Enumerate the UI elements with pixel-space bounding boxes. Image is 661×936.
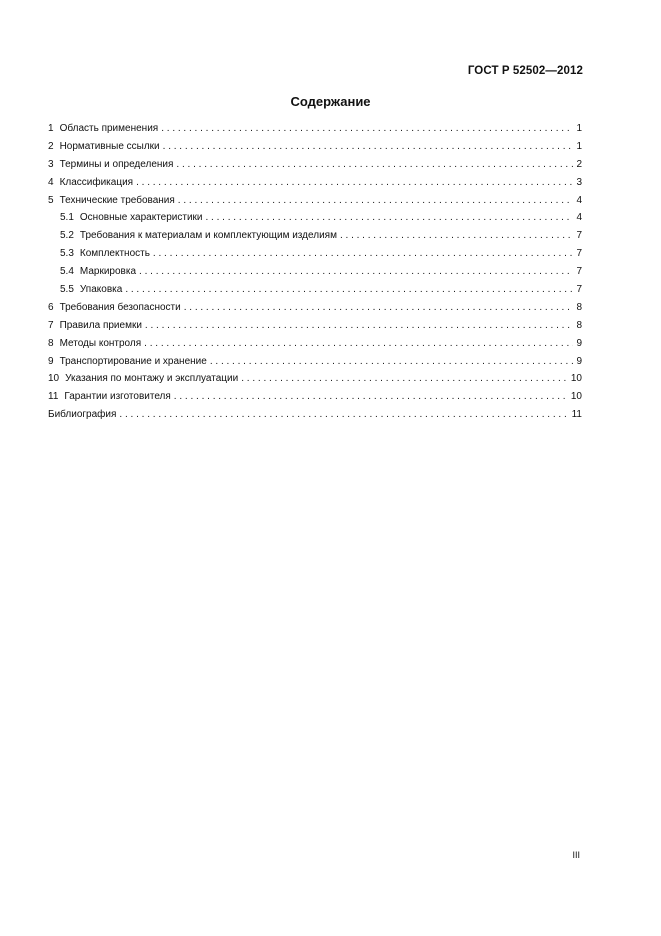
- toc-entry[interactable]: [48, 174, 582, 192]
- toc-entry[interactable]: [48, 388, 582, 406]
- toc-entry-number: 4: [48, 176, 54, 188]
- toc-leader-dots: [340, 227, 573, 245]
- toc-entry-title: Требования безопасности: [59, 301, 181, 313]
- toc-entry-number: 5.5: [60, 284, 74, 296]
- toc-entry-page: 3: [576, 176, 582, 188]
- toc-entry[interactable]: [48, 263, 582, 281]
- toc-entry[interactable]: [48, 299, 582, 317]
- toc-entry[interactable]: [48, 192, 582, 210]
- toc-entry-page: 1: [576, 140, 582, 152]
- toc-entry-title: Библиография: [48, 409, 117, 421]
- document-code: ГОСТ Р 52502—2012: [467, 65, 583, 77]
- toc-entry-number: 5.2: [60, 230, 74, 242]
- toc-entry[interactable]: [48, 156, 582, 174]
- toc-leader-dots: [136, 174, 573, 192]
- toc-entry[interactable]: [48, 138, 582, 156]
- toc-leader-dots: [119, 406, 568, 424]
- page-number: III: [572, 850, 580, 860]
- toc-entry-title: Указания по монтажу и эксплуатации: [65, 373, 239, 385]
- toc-leader-dots: [145, 317, 574, 335]
- toc-entry[interactable]: [48, 353, 582, 371]
- toc-entry-number: 8: [48, 337, 54, 349]
- toc-entry-page: 10: [570, 391, 582, 403]
- toc-leader-dots: [184, 299, 574, 317]
- toc-entry-number: 5.3: [60, 248, 74, 260]
- toc-entry-page: 4: [576, 194, 582, 206]
- toc-entry-title: Комплектность: [79, 248, 150, 260]
- table-of-contents: [48, 120, 582, 424]
- toc-entry-title: Упаковка: [79, 284, 123, 296]
- toc-leader-dots: [144, 335, 573, 353]
- toc-entry-title: Классификация: [59, 176, 134, 188]
- toc-leader-dots: [176, 156, 573, 174]
- toc-leader-dots: [174, 388, 568, 406]
- toc-entry-number: 10: [48, 373, 60, 385]
- toc-entry-number: 5.1: [60, 212, 74, 224]
- toc-entry[interactable]: [48, 209, 582, 227]
- toc-leader-dots: [153, 245, 574, 263]
- toc-leader-dots: [178, 192, 574, 210]
- toc-leader-dots: [163, 138, 574, 156]
- toc-entry-title: Технические требования: [59, 194, 175, 206]
- toc-entry[interactable]: [48, 335, 582, 353]
- toc-entry[interactable]: [48, 370, 582, 388]
- toc-entry[interactable]: [48, 281, 582, 299]
- toc-entry-title: Требования к материалам и комплектующим изделиям: [79, 230, 337, 242]
- toc-entry[interactable]: [48, 406, 582, 424]
- toc-entry-page: 7: [576, 230, 582, 242]
- toc-entry-page: 10: [570, 373, 582, 385]
- toc-entry-number: 1: [48, 123, 54, 134]
- toc-entry[interactable]: [48, 227, 582, 245]
- toc-entry-number: 11: [48, 391, 59, 403]
- toc-title: Содержание: [290, 94, 371, 109]
- toc-entry-number: 2: [48, 140, 54, 152]
- toc-leader-dots: [210, 353, 574, 371]
- toc-entry-page: 7: [576, 266, 582, 278]
- toc-entry-number: 5: [48, 194, 54, 206]
- toc-entry-number: 7: [48, 319, 54, 331]
- toc-entry[interactable]: [48, 245, 582, 263]
- toc-entry-page: 8: [576, 319, 582, 331]
- toc-leader-dots: [125, 281, 573, 299]
- toc-entry-page: 7: [576, 284, 582, 296]
- toc-entry-title: Нормативные ссылки: [59, 140, 160, 152]
- toc-leader-dots: [241, 370, 568, 388]
- toc-entry-number: 6: [48, 301, 54, 313]
- toc-entry-page: 11: [571, 409, 582, 421]
- toc-entry-page: 9: [576, 337, 582, 349]
- toc-entry-number: 9: [48, 355, 54, 367]
- toc-entry-page: 7: [576, 248, 582, 260]
- toc-entry-title: Транспортирование и хранение: [59, 355, 207, 367]
- toc-entry-page: 8: [576, 301, 582, 313]
- toc-entry-page: 2: [576, 158, 582, 170]
- toc-entry-title: Правила приемки: [59, 319, 142, 331]
- toc-entry-title: Основные характеристики: [79, 212, 203, 224]
- toc-leader-dots: [206, 209, 574, 227]
- toc-entry-number: 5.4: [60, 266, 74, 278]
- toc-entry-title: Маркировка: [79, 266, 137, 278]
- toc-entry[interactable]: [48, 317, 582, 335]
- toc-entry-page: 1: [576, 123, 582, 134]
- toc-entry[interactable]: [48, 120, 582, 138]
- toc-entry-title: Гарантии изготовителя: [64, 391, 171, 403]
- toc-entry-page: 9: [576, 355, 582, 367]
- toc-entry-title: Термины и определения: [59, 158, 174, 170]
- toc-entry-page: 4: [576, 212, 582, 224]
- toc-entry-title: Методы контроля: [59, 337, 142, 349]
- toc-leader-dots: [139, 263, 573, 281]
- toc-entry-title: Область применения: [59, 123, 159, 134]
- toc-entry-number: 3: [48, 158, 54, 170]
- toc-leader-dots: [161, 120, 573, 138]
